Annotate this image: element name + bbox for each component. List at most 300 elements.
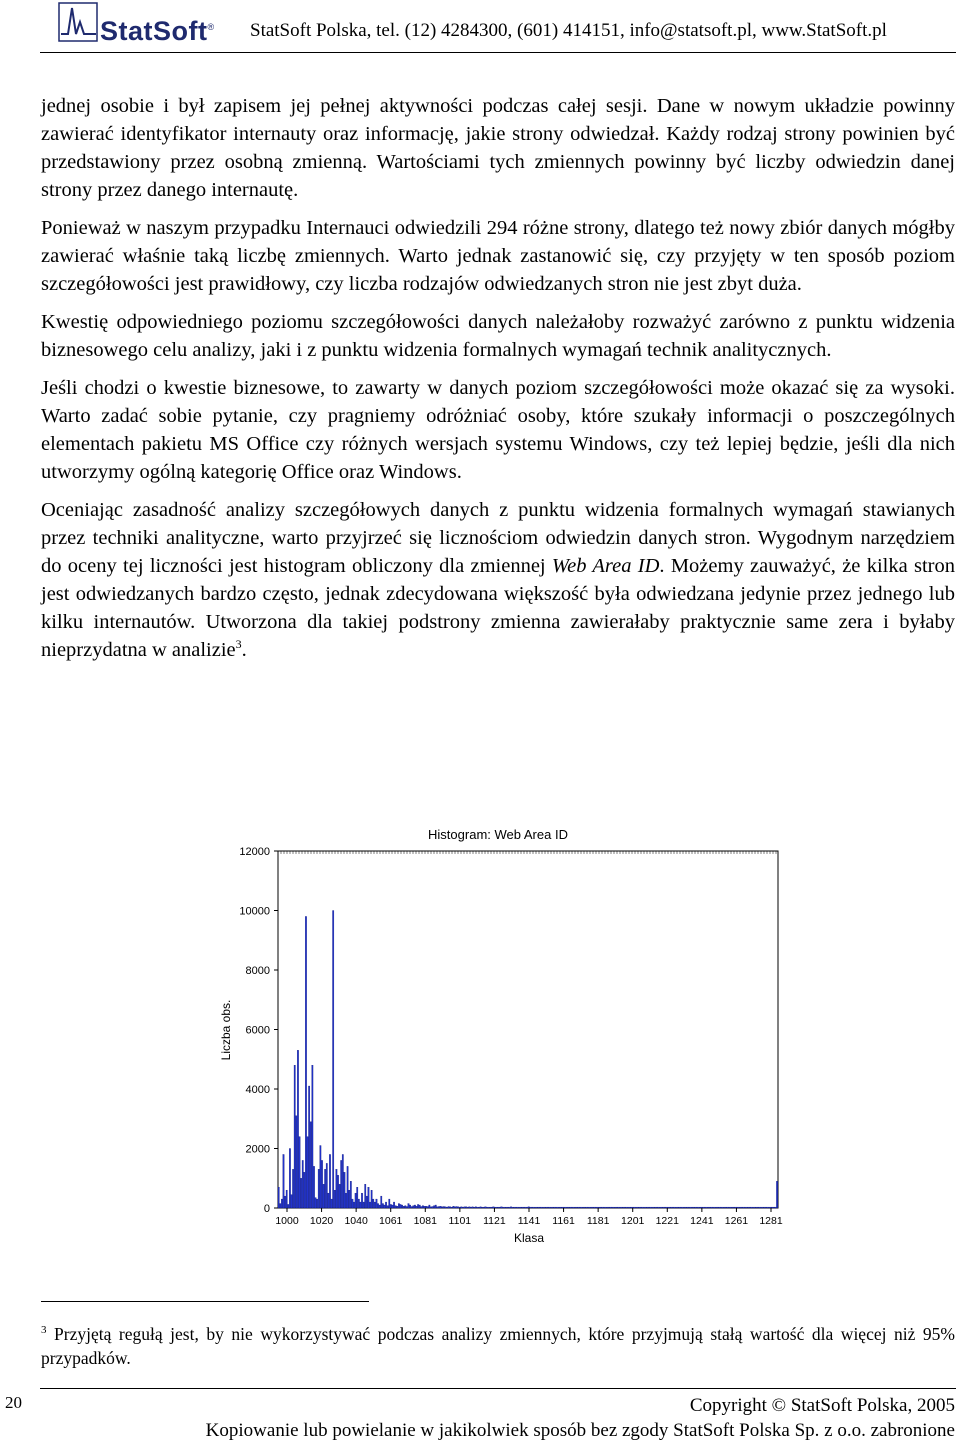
histogram-bar bbox=[736, 1207, 737, 1208]
histogram-bar bbox=[701, 1207, 702, 1208]
histogram-bar bbox=[698, 1207, 699, 1208]
histogram-bar bbox=[419, 1205, 420, 1208]
histogram-bar bbox=[727, 1207, 728, 1208]
histogram-bar bbox=[360, 1202, 361, 1208]
histogram-bar bbox=[385, 1202, 386, 1208]
histogram-bar bbox=[648, 1207, 649, 1208]
histogram-bar bbox=[626, 1207, 627, 1208]
footnote-text: Przyjętą regułą jest, by nie wykorzystywać podczas analizy zmiennych, które przyjmują stałą wartość dla więcej niż 95% przypadków. bbox=[41, 1323, 956, 1368]
histogram-bar bbox=[637, 1207, 638, 1208]
histogram-bar bbox=[552, 1207, 553, 1208]
histogram-bar bbox=[562, 1207, 563, 1208]
histogram-bar bbox=[512, 1207, 513, 1208]
histogram-bar bbox=[674, 1207, 675, 1208]
histogram-bar bbox=[432, 1207, 433, 1208]
histogram-bar bbox=[464, 1207, 465, 1208]
histogram-bar bbox=[461, 1207, 462, 1208]
histogram-bar bbox=[618, 1207, 619, 1208]
histogram-bar bbox=[341, 1160, 342, 1208]
histogram-bar bbox=[707, 1207, 708, 1208]
histogram-bar bbox=[754, 1207, 755, 1208]
histogram-bar bbox=[597, 1207, 598, 1208]
histogram-bar bbox=[280, 1204, 281, 1208]
histogram-bar bbox=[712, 1207, 713, 1208]
histogram-bar bbox=[451, 1207, 452, 1208]
histogram-bar bbox=[640, 1207, 641, 1208]
histogram-bar bbox=[395, 1206, 396, 1208]
histogram-bar bbox=[291, 1195, 292, 1208]
histogram-bar bbox=[414, 1205, 415, 1208]
histogram-bar bbox=[600, 1207, 601, 1208]
histogram-bar bbox=[760, 1207, 761, 1208]
y-tick-label: 6000 bbox=[245, 1024, 270, 1037]
histogram-bar bbox=[448, 1207, 449, 1208]
paragraph-3: Kwestię odpowiedniego poziomu szczegółowości danych należałoby rozważyć zarówno z punktu widzenia biznesowego celu analizy, jaki i z punktu widzenia formalnych wymagań technik analitycznych. bbox=[41, 311, 955, 361]
x-tick-label: 1181 bbox=[586, 1215, 610, 1227]
histogram-bar bbox=[355, 1193, 356, 1208]
histogram-bar bbox=[541, 1207, 542, 1208]
histogram-bar bbox=[576, 1207, 577, 1208]
histogram-bar bbox=[570, 1207, 571, 1208]
histogram-bar bbox=[389, 1199, 390, 1208]
histogram-bar bbox=[619, 1207, 620, 1208]
histogram-bar bbox=[289, 1149, 290, 1209]
histogram-bar bbox=[429, 1205, 430, 1208]
histogram-bar bbox=[720, 1207, 721, 1208]
histogram-bar bbox=[775, 1207, 776, 1208]
chart-y-axis-label: Liczba obs. bbox=[219, 999, 233, 1061]
histogram-bar bbox=[616, 1207, 617, 1208]
histogram-bar bbox=[485, 1207, 486, 1208]
histogram-bar bbox=[510, 1207, 511, 1208]
histogram-bar bbox=[454, 1207, 455, 1208]
histogram-bar bbox=[326, 1163, 327, 1208]
histogram-bar bbox=[316, 1199, 317, 1208]
histogram-bar bbox=[671, 1207, 672, 1208]
histogram-bar bbox=[530, 1207, 531, 1208]
histogram-bar bbox=[599, 1207, 600, 1208]
y-tick-label: 10000 bbox=[239, 905, 270, 918]
histogram-bar bbox=[297, 1050, 298, 1208]
histogram-bar bbox=[482, 1207, 483, 1208]
histogram-bar bbox=[776, 1181, 777, 1208]
histogram-bar bbox=[627, 1207, 628, 1208]
copy-notice: Kopiowanie lub powielanie w jakikolwiek sposób bez zgody StatSoft Polska Sp. z o.o. zabronione bbox=[205, 1420, 955, 1441]
histogram-bar bbox=[493, 1207, 494, 1208]
page-header bbox=[0, 0, 960, 56]
histogram-bar bbox=[728, 1207, 729, 1208]
histogram-bar bbox=[762, 1207, 763, 1208]
histogram-bar bbox=[725, 1207, 726, 1208]
plot-frame bbox=[278, 851, 778, 1208]
histogram-bar bbox=[772, 1207, 773, 1208]
histogram-bar bbox=[315, 1198, 316, 1208]
histogram-bar bbox=[759, 1207, 760, 1208]
histogram-bar bbox=[578, 1207, 579, 1208]
histogram-bar bbox=[680, 1207, 681, 1208]
histogram-bar bbox=[765, 1207, 766, 1208]
header-divider bbox=[40, 52, 956, 53]
histogram-bar bbox=[443, 1207, 444, 1208]
histogram-bar bbox=[526, 1207, 527, 1208]
histogram-bar bbox=[366, 1196, 367, 1208]
histogram-bar bbox=[490, 1207, 491, 1208]
histogram-bar bbox=[390, 1204, 391, 1208]
histogram-bar bbox=[416, 1206, 417, 1208]
histogram-bar bbox=[422, 1206, 423, 1208]
histogram-bar bbox=[740, 1207, 741, 1208]
histogram-bar bbox=[584, 1207, 585, 1208]
histogram-bar bbox=[767, 1207, 768, 1208]
histogram-bar bbox=[411, 1207, 412, 1208]
histogram-bar bbox=[296, 1116, 297, 1208]
header-contact: StatSoft Polska, tel. (12) 4284300, (601) 414151, info@statsoft.pl, www.StatSoft.pl bbox=[250, 20, 887, 41]
histogram-bar bbox=[336, 1169, 337, 1208]
histogram-bar bbox=[539, 1207, 540, 1208]
histogram-bar bbox=[320, 1146, 321, 1208]
histogram-bar bbox=[457, 1207, 458, 1208]
histogram-bar bbox=[558, 1207, 559, 1208]
histogram-bar bbox=[409, 1205, 410, 1208]
y-tick-label: 0 bbox=[263, 1203, 270, 1215]
histogram-bar bbox=[555, 1207, 556, 1208]
histogram-bar bbox=[491, 1207, 492, 1208]
histogram-bar bbox=[645, 1207, 646, 1208]
histogram-bar bbox=[324, 1169, 325, 1208]
histogram-bar bbox=[377, 1204, 378, 1208]
histogram-bar bbox=[735, 1207, 736, 1208]
histogram-bar bbox=[387, 1206, 388, 1208]
x-tick-label: 1081 bbox=[413, 1215, 437, 1227]
histogram-bar bbox=[514, 1207, 515, 1208]
histogram-bar bbox=[523, 1207, 524, 1208]
histogram-bar bbox=[704, 1207, 705, 1208]
histogram-bar bbox=[368, 1187, 369, 1208]
y-tick-label: 4000 bbox=[245, 1084, 270, 1096]
histogram-bar bbox=[344, 1172, 345, 1208]
histogram-bar bbox=[582, 1207, 583, 1208]
histogram-bar bbox=[406, 1207, 407, 1208]
histogram-bar bbox=[467, 1207, 468, 1208]
histogram-bar bbox=[756, 1207, 757, 1208]
histogram-bar bbox=[449, 1207, 450, 1208]
histogram-bar bbox=[286, 1190, 287, 1208]
histogram-bar bbox=[679, 1207, 680, 1208]
histogram-bar bbox=[624, 1207, 625, 1208]
histogram-bar bbox=[608, 1207, 609, 1208]
histogram-bar bbox=[408, 1204, 409, 1208]
histogram-bar bbox=[719, 1207, 720, 1208]
histogram-bar bbox=[547, 1207, 548, 1208]
histogram-bar bbox=[615, 1207, 616, 1208]
histogram-bar bbox=[639, 1207, 640, 1208]
histogram-bar bbox=[579, 1207, 580, 1208]
histogram-bar bbox=[499, 1207, 500, 1208]
histogram-bar bbox=[690, 1207, 691, 1208]
histogram-bar bbox=[666, 1207, 667, 1208]
histogram-bar bbox=[549, 1207, 550, 1208]
statsoft-logo-icon bbox=[58, 2, 98, 42]
histogram-bar bbox=[398, 1204, 399, 1208]
x-tick-label: 1281 bbox=[759, 1215, 783, 1227]
histogram-bar bbox=[365, 1184, 366, 1208]
histogram-bar bbox=[369, 1202, 370, 1208]
histogram-bar bbox=[635, 1207, 636, 1208]
histogram-bar bbox=[651, 1207, 652, 1208]
histogram-bar bbox=[393, 1202, 394, 1208]
histogram-bar bbox=[546, 1207, 547, 1208]
histogram-bar bbox=[475, 1207, 476, 1208]
x-tick-label: 1101 bbox=[448, 1215, 472, 1227]
histogram-bar bbox=[714, 1207, 715, 1208]
y-tick-label: 2000 bbox=[245, 1143, 270, 1156]
histogram-bar bbox=[672, 1207, 673, 1208]
histogram-bar bbox=[589, 1207, 590, 1208]
histogram-bar bbox=[773, 1207, 774, 1208]
histogram-bar bbox=[349, 1190, 350, 1208]
histogram-bar bbox=[445, 1207, 446, 1208]
histogram-bar bbox=[542, 1207, 543, 1208]
paragraph-2: Ponieważ w naszym przypadku Internauci odwiedzili 294 różne strony, dlatego też nowy zbiór danych mógłby zawierać właśnie taką liczbę zmiennych. Warto jednak zastanowić się, czy przyjęty w ten sposób poziom szczegółowości jest prawidłowy, czy liczba rodzajów odwiedzanych stron nie jest zbyt duża. bbox=[41, 217, 955, 295]
histogram-bar bbox=[566, 1207, 567, 1208]
histogram-bar bbox=[655, 1207, 656, 1208]
histogram-bar bbox=[488, 1207, 489, 1208]
histogram-bar bbox=[313, 1166, 314, 1208]
histogram-bar bbox=[610, 1207, 611, 1208]
histogram-bar bbox=[483, 1207, 484, 1208]
x-tick-label: 1000 bbox=[275, 1215, 299, 1227]
histogram-bar bbox=[659, 1207, 660, 1208]
histogram-bar bbox=[292, 1169, 293, 1208]
histogram-bar bbox=[682, 1207, 683, 1208]
histogram-bar bbox=[321, 1160, 322, 1208]
histogram-bar bbox=[738, 1207, 739, 1208]
histogram-bar bbox=[518, 1207, 519, 1208]
histogram-bar bbox=[517, 1207, 518, 1208]
chart-title: Histogram: Web Area ID bbox=[428, 827, 568, 842]
histogram-bar bbox=[401, 1205, 402, 1208]
x-tick-label: 1221 bbox=[655, 1215, 679, 1227]
histogram-bar bbox=[361, 1193, 362, 1208]
footer-divider bbox=[40, 1388, 956, 1389]
histogram-bar bbox=[650, 1207, 651, 1208]
histogram-bar bbox=[462, 1207, 463, 1208]
histogram-bar bbox=[603, 1207, 604, 1208]
histogram-bar bbox=[486, 1207, 487, 1208]
variable-name: Web Area ID bbox=[551, 555, 660, 577]
histogram-bar bbox=[469, 1207, 470, 1208]
histogram-bar bbox=[691, 1207, 692, 1208]
histogram-bar bbox=[438, 1207, 439, 1208]
histogram-svg bbox=[200, 820, 800, 1260]
histogram-bar bbox=[456, 1207, 457, 1208]
histogram-bar bbox=[683, 1207, 684, 1208]
histogram-bar bbox=[304, 1172, 305, 1208]
histogram-bar bbox=[494, 1207, 495, 1208]
histogram-bar bbox=[425, 1206, 426, 1208]
histogram-bar bbox=[732, 1207, 733, 1208]
histogram-bar bbox=[373, 1199, 374, 1208]
histogram-bar bbox=[300, 1178, 301, 1208]
paragraph-4: Jeśli chodzi o kwestie biznesowe, to zawarty w danych poziom szczegółowości może okazać się za wysoki. Warto zadać sobie pytanie, czy pragniemy odróżniać osoby, które szukały informacji o poszczególnych elementach pakietu MS Office czy różnych wersjach systemu Windows, czy też lepiej będzie, jeśli dla nich utworzymy ogólną kategorię Office oraz Windows. bbox=[41, 377, 955, 483]
histogram-bar bbox=[557, 1207, 558, 1208]
histogram-bar bbox=[403, 1206, 404, 1208]
histogram-bar bbox=[323, 1184, 324, 1208]
histogram-bar bbox=[307, 1137, 308, 1208]
histogram-bar bbox=[533, 1207, 534, 1208]
histogram-bar bbox=[433, 1206, 434, 1208]
histogram-bar bbox=[283, 1154, 284, 1208]
histogram-chart bbox=[200, 820, 800, 1260]
histogram-bar bbox=[699, 1207, 700, 1208]
histogram-bar bbox=[374, 1202, 375, 1208]
histogram-bar bbox=[663, 1207, 664, 1208]
x-tick-label: 1040 bbox=[344, 1215, 368, 1227]
histogram-bar bbox=[632, 1207, 633, 1208]
histogram-bar bbox=[318, 1169, 319, 1208]
footnote-reference[interactable]: 3 bbox=[235, 637, 242, 652]
histogram-bar bbox=[605, 1207, 606, 1208]
histogram-bar bbox=[752, 1207, 753, 1208]
histogram-bar bbox=[496, 1207, 497, 1208]
histogram-bar bbox=[502, 1207, 503, 1208]
histogram-bar bbox=[509, 1207, 510, 1208]
histogram-bar bbox=[661, 1207, 662, 1208]
histogram-bar bbox=[332, 911, 333, 1209]
histogram-bar bbox=[459, 1207, 460, 1208]
x-tick-label: 1020 bbox=[309, 1215, 334, 1227]
histogram-bar bbox=[592, 1207, 593, 1208]
histogram-bar bbox=[506, 1207, 507, 1208]
histogram-bar bbox=[581, 1207, 582, 1208]
histogram-bar bbox=[764, 1207, 765, 1208]
histogram-bar bbox=[334, 1190, 335, 1208]
histogram-bar bbox=[594, 1207, 595, 1208]
histogram-bar bbox=[345, 1193, 346, 1208]
histogram-bar bbox=[504, 1207, 505, 1208]
histogram-bar bbox=[685, 1207, 686, 1208]
histogram-bar bbox=[586, 1207, 587, 1208]
histogram-bar bbox=[724, 1207, 725, 1208]
histogram-bar bbox=[299, 1137, 300, 1208]
histogram-bar bbox=[441, 1207, 442, 1208]
histogram-bar bbox=[358, 1199, 359, 1208]
histogram-bar bbox=[550, 1207, 551, 1208]
x-tick-label: 1141 bbox=[517, 1215, 541, 1227]
histogram-bar bbox=[741, 1207, 742, 1208]
histogram-bar bbox=[602, 1207, 603, 1208]
histogram-bar bbox=[331, 1199, 332, 1208]
histogram-bar bbox=[515, 1207, 516, 1208]
histogram-bar bbox=[688, 1207, 689, 1208]
histogram-bar bbox=[667, 1207, 668, 1208]
histogram-bar bbox=[768, 1207, 769, 1208]
histogram-bar bbox=[350, 1181, 351, 1208]
histogram-bar bbox=[520, 1207, 521, 1208]
x-tick-label: 1061 bbox=[379, 1215, 403, 1227]
histogram-bar bbox=[382, 1204, 383, 1208]
histogram-bar bbox=[669, 1207, 670, 1208]
histogram-bar bbox=[478, 1207, 479, 1208]
histogram-bar bbox=[656, 1207, 657, 1208]
histogram-bar bbox=[400, 1204, 401, 1208]
page-number: 20 bbox=[5, 1393, 22, 1412]
histogram-bar bbox=[347, 1166, 348, 1208]
histogram-bar bbox=[746, 1207, 747, 1208]
histogram-bar bbox=[413, 1206, 414, 1208]
histogram-bar bbox=[706, 1207, 707, 1208]
histogram-bar bbox=[466, 1207, 467, 1208]
histogram-bar bbox=[757, 1207, 758, 1208]
histogram-bar bbox=[730, 1207, 731, 1208]
histogram-bar bbox=[453, 1206, 454, 1208]
histogram-bar bbox=[587, 1207, 588, 1208]
histogram-bar bbox=[538, 1207, 539, 1208]
histogram-bar bbox=[634, 1207, 635, 1208]
histogram-bar bbox=[573, 1207, 574, 1208]
histogram-bar bbox=[744, 1207, 745, 1208]
histogram-bar bbox=[357, 1187, 358, 1208]
histogram-bar bbox=[696, 1207, 697, 1208]
histogram-bar bbox=[501, 1207, 502, 1208]
histogram-bar bbox=[675, 1207, 676, 1208]
histogram-bar bbox=[472, 1207, 473, 1208]
histogram-bar bbox=[733, 1207, 734, 1208]
histogram-bar bbox=[302, 1160, 303, 1208]
histogram-bar bbox=[693, 1207, 694, 1208]
histogram-bar bbox=[695, 1207, 696, 1208]
histogram-bar bbox=[574, 1207, 575, 1208]
histogram-bar bbox=[642, 1207, 643, 1208]
histogram-bar bbox=[329, 1154, 330, 1208]
histogram-bar bbox=[525, 1207, 526, 1208]
histogram-bar bbox=[424, 1206, 425, 1208]
histogram-bar bbox=[571, 1207, 572, 1208]
histogram-bar bbox=[749, 1207, 750, 1208]
histogram-bar bbox=[611, 1207, 612, 1208]
histogram-bar bbox=[709, 1207, 710, 1208]
y-tick-label: 12000 bbox=[239, 846, 270, 858]
copyright: Copyright © StatSoft Polska, 2005 bbox=[689, 1395, 955, 1416]
histogram-bar bbox=[534, 1207, 535, 1208]
histogram-bar bbox=[498, 1207, 499, 1208]
histogram-bar bbox=[353, 1202, 354, 1208]
histogram-bar bbox=[507, 1207, 508, 1208]
paragraph-1: jednej osobie i był zapisem jej pełnej aktywności podczas całej sesji. Dane w nowym układzie powinny zawierać identyfikator internauty oraz informację, jakie strony odwiedzał. Każdy rodzaj strony powinien być przedstawiony przez osobną zmienną. Wartościami tych zmiennych powinny być liczby odwiedzin danej strony przez danego internautę. bbox=[41, 95, 955, 201]
histogram-bar bbox=[621, 1207, 622, 1208]
histogram-bar bbox=[288, 1204, 289, 1208]
histogram-bar bbox=[446, 1207, 447, 1208]
histogram-bar bbox=[664, 1207, 665, 1208]
histogram-bar bbox=[536, 1207, 537, 1208]
histogram-bar bbox=[703, 1207, 704, 1208]
histogram-bar bbox=[470, 1207, 471, 1208]
histogram-bar bbox=[376, 1199, 377, 1208]
histogram-bar bbox=[381, 1196, 382, 1208]
histogram-bar bbox=[328, 1193, 329, 1208]
chart-x-axis-label: Klasa bbox=[513, 1231, 545, 1245]
histogram-bar bbox=[568, 1207, 569, 1208]
histogram-bar bbox=[563, 1207, 564, 1208]
histogram-bar bbox=[437, 1207, 438, 1208]
histogram-bar bbox=[281, 1199, 282, 1208]
histogram-bar bbox=[658, 1207, 659, 1208]
histogram-bar bbox=[310, 1122, 311, 1208]
histogram-bar bbox=[397, 1206, 398, 1208]
x-tick-label: 1161 bbox=[552, 1215, 575, 1227]
histogram-bar bbox=[643, 1207, 644, 1208]
histogram-bar bbox=[427, 1207, 428, 1208]
